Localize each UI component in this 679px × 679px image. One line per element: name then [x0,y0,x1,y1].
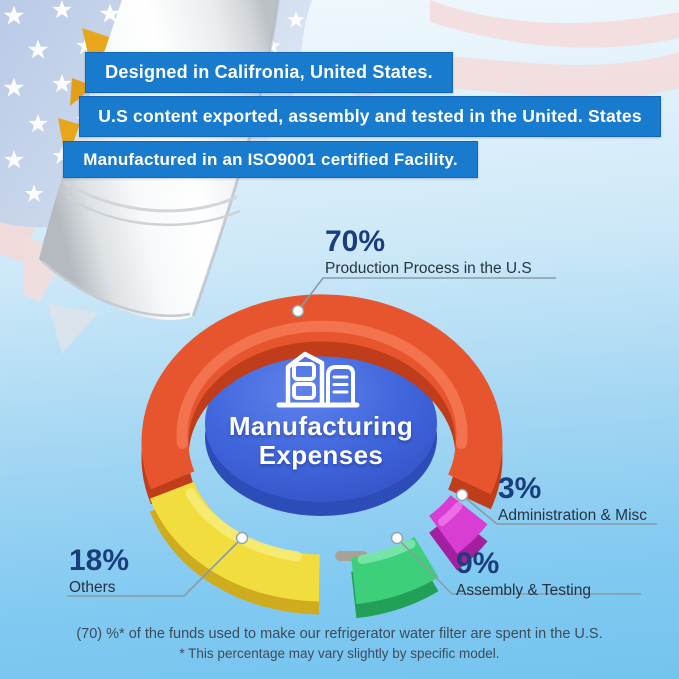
callout-others [69,546,129,596]
callout-assembly [456,549,591,599]
banner-designed-in-california: Designed in Califronia, United States. [85,52,453,93]
callout-admin-label: Administration & Misc [498,507,648,524]
callout-assembly-value: 9% [456,547,500,580]
callout-production [325,227,532,277]
callout-admin [498,474,647,524]
callout-others-value: 18% [69,544,130,577]
callout-production-label: Production Process in the U.S [325,260,532,277]
chart-center-title-line2: Expenses [258,440,384,471]
footnote-line1: (70) %* of the funds used to make our refrigerator water filter are spent in the U.S. [76,626,603,642]
footnote-line2: * This percentage may vary slightly by specific model. [179,646,500,661]
callout-admin-value: 3% [498,472,542,505]
banner-us-content-exported: U.S content exported, assembly and tested in the United. States [79,96,661,137]
callout-others-label: Others [69,579,116,596]
banner-iso9001-certified: Manufactured in an ISO9001 certified Facility. [63,141,478,178]
chart-center-title-line1: Manufacturing [228,411,414,441]
callout-assembly-label: Assembly & Testing [456,582,591,599]
chart-center-title [201,412,441,471]
callout-production-value: 70% [325,225,386,258]
footnote [0,626,679,661]
segment-admin-3 [442,506,469,552]
